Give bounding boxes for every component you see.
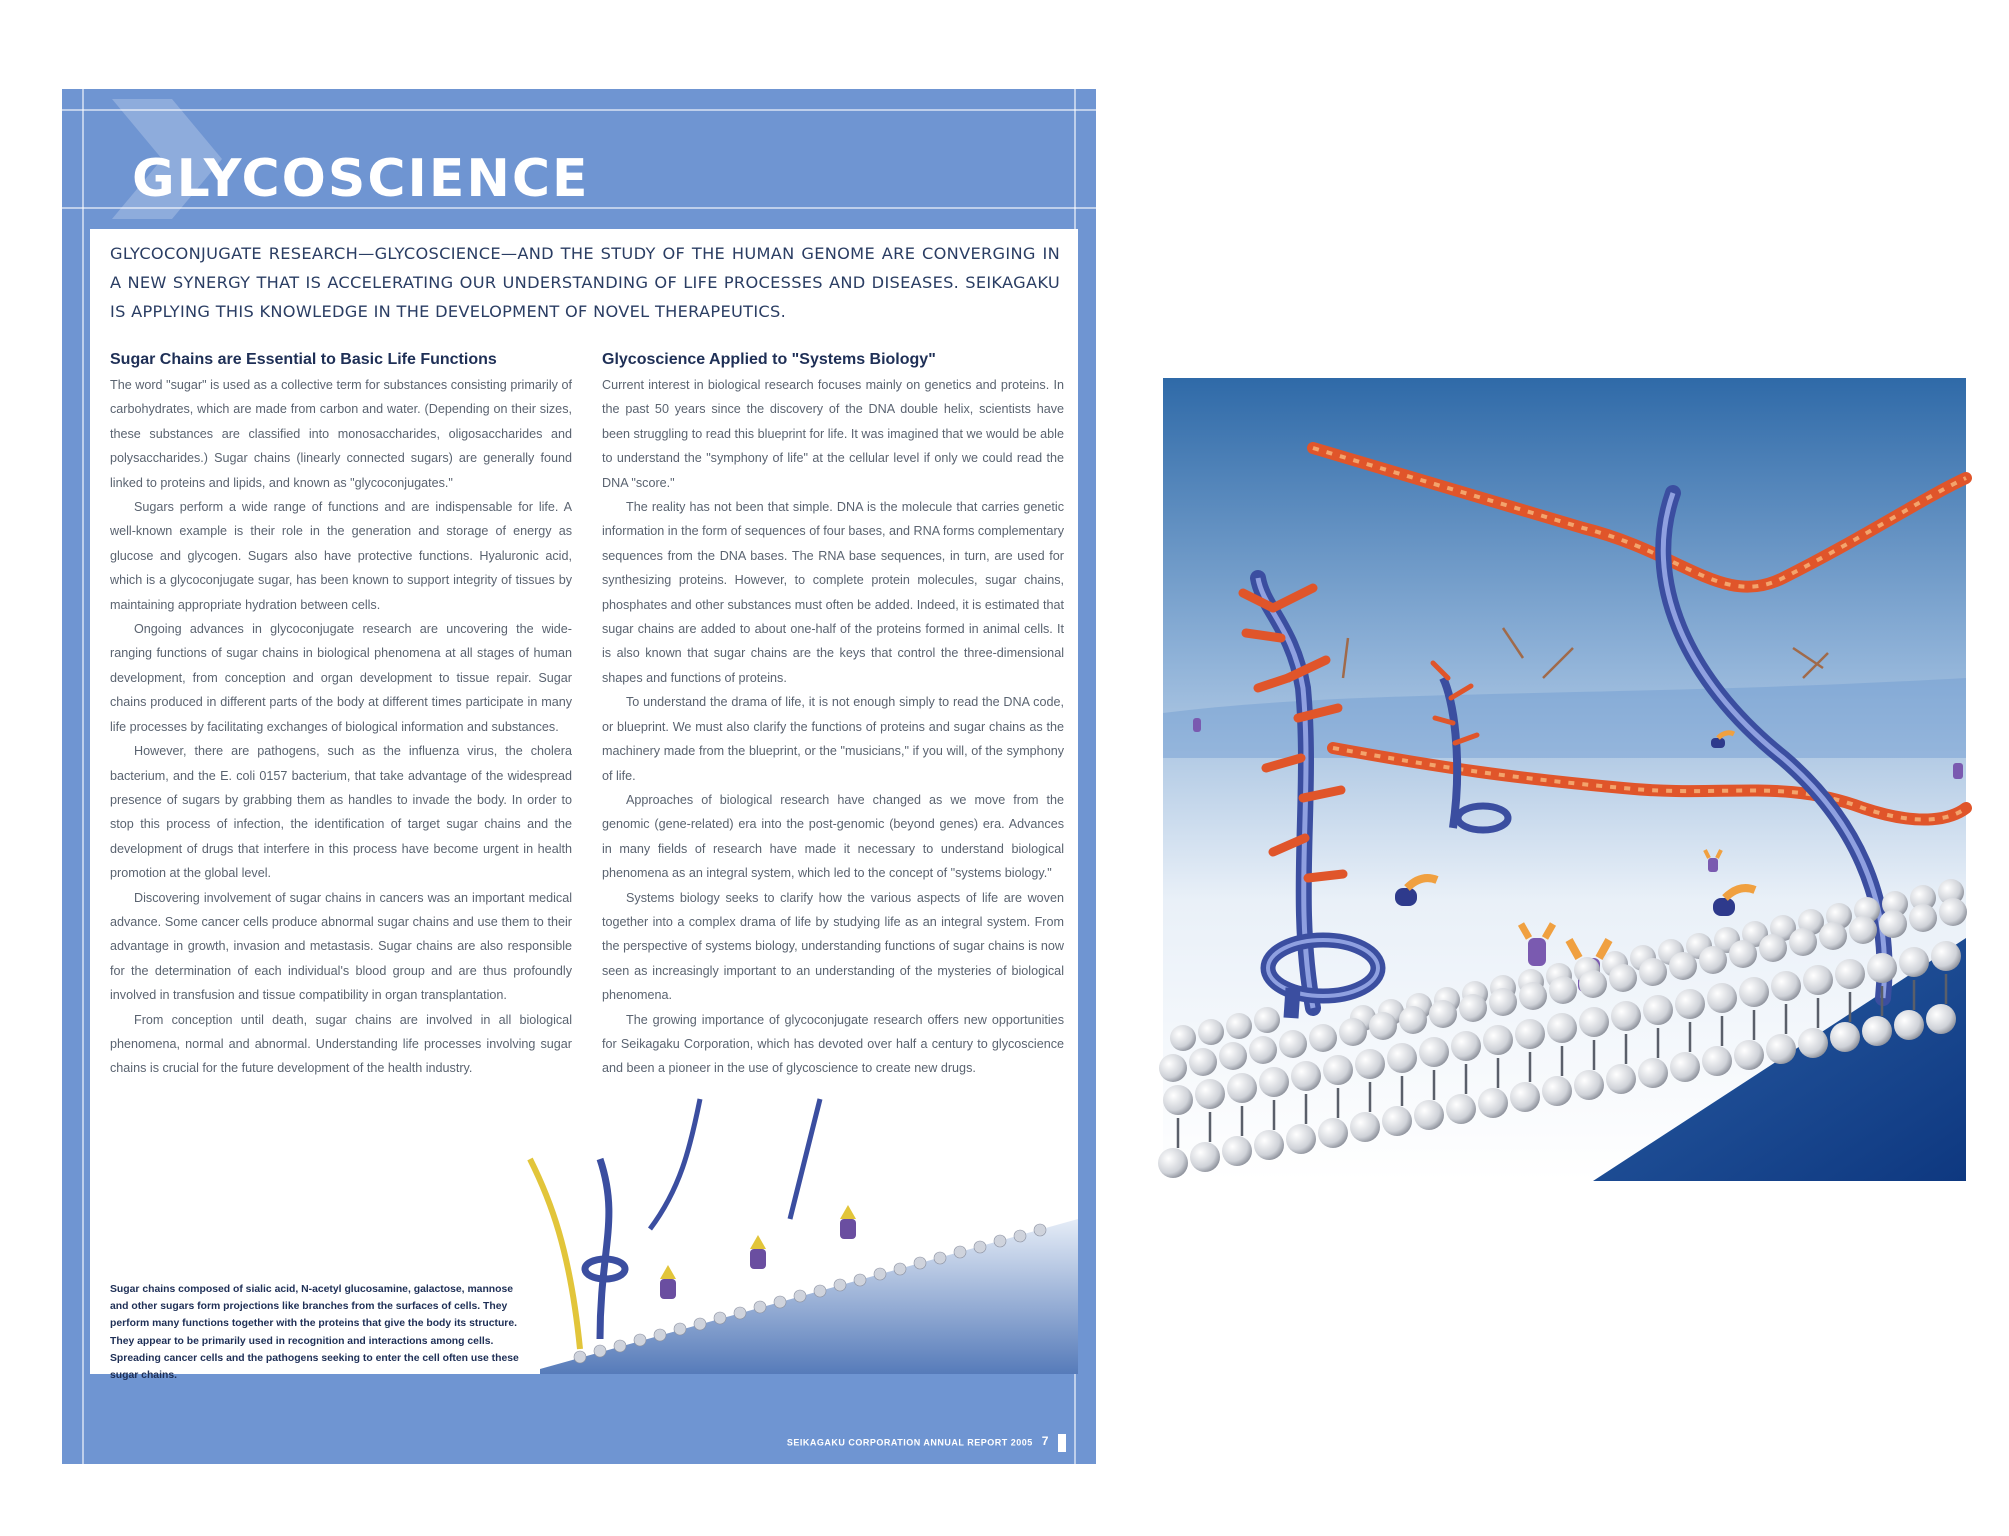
page-footer (787, 1434, 1066, 1452)
left-column (110, 351, 572, 1081)
paragraph: However, there are pathogens, such as the influenza virus, the cholera bacterium, and the E. coli 0157 bacterium, that take advantage of the widespread presence of sugars by grabbing them as handles to invade the body. In order to stop this process of infection, the identification of target sugar chains and the development of drugs that interfere in this process have become urgent in health promotion at the global level. (110, 744, 572, 881)
guide-line (82, 89, 84, 1464)
column-heading: Glycoscience Applied to "Systems Biology" (602, 351, 936, 368)
section-title: GLYCOSCIENCE (132, 149, 590, 209)
paragraph: The growing importance of glycoconjugate research offers new opportunities for Seikagaku Corporation, which has devoted over half a century to glycoscience and been a pioneer in the use of glycoscience to create new drugs. (602, 1012, 1064, 1076)
paragraph: Ongoing advances in glycoconjugate research are uncovering the wide-ranging functions of sugar chains in biological phenomena at all stages of human development, from conception and organ development to tissue repair. Sugar chains produced in different parts of the body at different times participate in many life processes by facilitating exchanges of biological information and substances. (110, 622, 572, 734)
paragraph: Current interest in biological research focuses mainly on genetics and proteins. In the past 50 years since the discovery of the DNA double helix, scientists have been struggling to read this blueprint for life. It was imagined that we would be able to understand the "symphony of life" at the cellular level if only we could read the DNA "score." (602, 378, 1064, 490)
figure-caption: Sugar chains composed of sialic acid, N-acetyl glucosamine, galactose, mannose and other sugars form projections like branches from the surfaces of cells. They perform many functions together with the proteins that give the body its structure. They appear to be primarily used in recognition and interactions among cells. Spreading cancer cells and the pathogens seeking to enter the cell often use these sugar chains. (110, 1284, 519, 1382)
paragraph: Sugars perform a wide range of functions and are indispensable for life. A well-known example is their role in the generation and storage of energy as glucose and glycogen. Sugars also have protective functions. Hyaluronic acid, which is a glycoconjugate sugar, has been known to support integrity of tissues by maintaining appropriate hydration between cells. (110, 500, 572, 612)
column-heading: Sugar Chains are Essential to Basic Life Functions (110, 351, 497, 368)
footer-text: SEIKAGAKU CORPORATION ANNUAL REPORT 2005 (786, 1437, 1033, 1448)
paragraph: To understand the drama of life, it is not enough simply to read the DNA code, or blueprint. We must also clarify the functions of proteins and sugar chains as the machinery made from the blueprint, or the "musicians," if you will, of the symphony of life. (602, 695, 1064, 783)
paragraph: The reality has not been that simple. DNA is the molecule that carries genetic information in the form of sequences of four bases, and RNA forms complementary sequences from the DNA bases. The RNA base sequences, in turn, are used for synthesizing proteins. However, to complete protein molecules, sugar chains, phosphates and other substances must often be added. Indeed, it is estimated that sugar chains are added to about one-half of the proteins formed in animal cells. It is also known that sugar chains are the keys that control the three-dimensional shapes and functions of proteins. (602, 500, 1064, 685)
page-number: 7 (1041, 1434, 1049, 1449)
paragraph: Discovering involvement of sugar chains in cancers was an important medical advance. Some cancer cells produce abnormal sugar chains and use them to their advantage in growth, invasion and metastasis. Sugar chains are also responsible for the determination of each individual's blood group and are thus profoundly involved in transfusion and tissue compatibility in organ transplantation. (110, 890, 572, 1003)
annual-report-page (62, 89, 1096, 1464)
right-column (602, 351, 1064, 1081)
paragraph: Systems biology seeks to clarify how the various aspects of life are woven together into a complex drama of life by studying life as an integral system. From the perspective of systems biology, understanding functions of sugar chains is now seen as increasingly important to an understanding of the mysteries of biological phenomena. (602, 890, 1064, 1003)
cell-surface-illustration-small (540, 1099, 1078, 1374)
intro-text: GLYCOCONJUGATE RESEARCH—GLYCOSCIENCE—AND THE STUDY OF THE HUMAN GENOME ARE CONVERGING IN A NEW SYNERGY THAT IS ACCELERATING OUR UNDERSTANDING OF LIFE PROCESSES AND DISEASES. SEIKAGAKU IS APPLYING THIS KNOWLEDGE IN THE DEVELOPMENT OF NOVEL THERAPEUTICS. (110, 244, 1060, 321)
paragraph: From conception until death, sugar chains are involved in all biological phenomena, normal and abnormal. Understanding life processes involving sugar chains is crucial for the future development of the health industry. (110, 1012, 572, 1076)
content-panel (90, 229, 1078, 1382)
paragraph: The word "sugar" is used as a collective term for substances consisting primarily of carbohydrates, which are made from carbon and water. (Depending on their sizes, these substances are classified into monosaccharides, oligosaccharides and polysaccharides.) Sugar chains (linearly connected sugars) are generally found linked to proteins and lipids, and known as "glycoconjugates." (110, 378, 572, 490)
paragraph: Approaches of biological research have changed as we move from the genomic (gene-related) era into the post-genomic (beyond genes) era. Advances in many fields of research have made it necessary to understand biological phenomena as an integral system, which led to the concept of "systems biology." (602, 792, 1064, 881)
page-tab (1058, 1434, 1066, 1452)
cell-surface-illustration (1163, 378, 1966, 1181)
